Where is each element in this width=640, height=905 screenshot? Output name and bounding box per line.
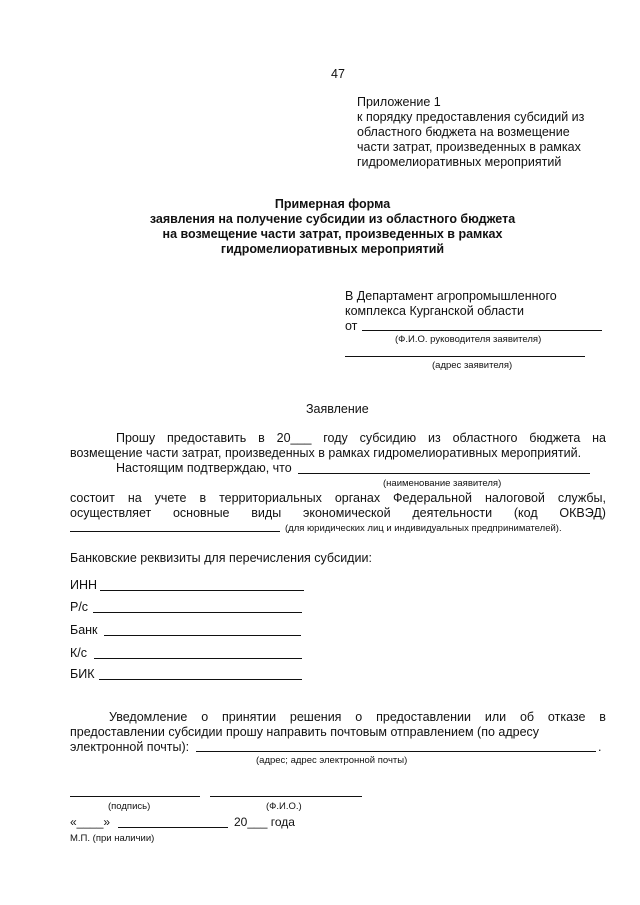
stamp-label: М.П. (при наличии) <box>70 833 155 844</box>
signature-fio-caption: (Ф.И.О.) <box>266 801 302 812</box>
body-line-5 <box>70 506 606 521</box>
word: (код <box>513 506 538 520</box>
word: предоставить <box>167 431 247 445</box>
email-address-caption: (адрес; адрес электронной почты) <box>256 755 408 766</box>
word: ОКВЭД) <box>559 506 606 520</box>
word: на <box>127 491 142 505</box>
from-label: от <box>345 319 358 333</box>
word: экономической <box>302 506 391 520</box>
word: принятии <box>221 710 277 724</box>
word: территориальных <box>219 491 322 505</box>
body-line-4 <box>70 491 606 506</box>
date-day-field[interactable]: «____» <box>70 815 111 829</box>
appendix-line-4: части затрат, произведенных в рамках <box>357 140 581 154</box>
notice-line-3: электронной почты): <box>70 740 190 754</box>
word: деятельности <box>412 506 493 520</box>
word: на <box>592 431 606 445</box>
bik-label: БИК <box>70 667 95 681</box>
address-line[interactable] <box>345 356 585 357</box>
body-line-1 <box>116 431 606 446</box>
fio-caption: (Ф.И.О. руководителя заявителя) <box>395 334 542 345</box>
body-line-2: возмещение части затрат, произведенных в рамках гидромелиоративных мероприятий. <box>70 446 582 460</box>
word: Уведомление <box>109 710 188 724</box>
bik-field[interactable] <box>99 679 302 680</box>
word: в <box>599 710 606 724</box>
body-line-3: Настоящим подтверждаю, что <box>116 461 292 475</box>
notice-line-3-end: . <box>598 740 602 754</box>
date-month-field[interactable] <box>118 827 228 828</box>
word: о <box>201 710 209 724</box>
word: органах <box>334 491 381 505</box>
word: осуществляет <box>70 506 152 520</box>
notice-line-2: предоставлении субсидии прошу направить почтовым отправлением (по адресу <box>70 725 540 739</box>
page-number: 47 <box>331 67 345 81</box>
word: из <box>428 431 441 445</box>
account-label: Р/с <box>70 600 89 614</box>
word: о <box>355 710 363 724</box>
word: об <box>519 710 535 724</box>
signature-field[interactable] <box>70 796 200 797</box>
word: Прошу <box>116 431 156 445</box>
word: бюджета <box>529 431 581 445</box>
word: или <box>484 710 507 724</box>
addressee-line-1: В Департамент агропромышленного <box>345 289 557 303</box>
word: предоставлении <box>376 710 471 724</box>
bank-heading: Банковские реквизиты для перечисления субсидии: <box>70 551 372 565</box>
account-field[interactable] <box>93 612 302 613</box>
appendix-line-3: областного бюджета на возмещение <box>357 125 570 139</box>
corr-account-label: К/с <box>70 646 88 660</box>
bank-label: Банк <box>70 623 98 637</box>
corr-account-field[interactable] <box>94 658 302 659</box>
word: решения <box>289 710 342 724</box>
word: Федеральной <box>393 491 473 505</box>
applicant-name-line[interactable] <box>298 473 590 474</box>
signature-caption: (подпись) <box>108 801 151 812</box>
inn-field[interactable] <box>100 590 304 591</box>
word: субсидию <box>359 431 417 445</box>
word: основные <box>172 506 230 520</box>
email-address-field[interactable] <box>196 751 596 752</box>
word: службы, <box>557 491 606 505</box>
word: налоговой <box>485 491 545 505</box>
notice-line-1 <box>109 710 606 725</box>
word: учете <box>154 491 187 505</box>
from-fio-line[interactable] <box>362 330 602 331</box>
appendix-line-5: гидромелиоративных мероприятий <box>357 155 562 169</box>
word: в <box>199 491 207 505</box>
statement-heading: Заявление <box>306 402 369 416</box>
title-line-3: на возмещение части затрат, произведенных в рамках <box>162 227 503 241</box>
title-line-1: Примерная форма <box>274 197 391 211</box>
date-year: 20___ года <box>234 815 295 829</box>
addressee-line-2: комплекса Курганской области <box>345 304 524 318</box>
appendix-line-2: к порядку предоставления субсидий из <box>357 110 585 124</box>
word: в <box>258 431 265 445</box>
word: году <box>323 431 348 445</box>
appendix-line-1: Приложение 1 <box>357 95 441 109</box>
word: отказе <box>547 710 586 724</box>
applicant-caption: (наименование заявителя) <box>383 478 502 489</box>
word: состоит <box>70 491 115 505</box>
word: виды <box>251 506 282 520</box>
bank-field[interactable] <box>104 635 301 636</box>
okved-caption: (для юридических лиц и индивидуальных предпринимателей). <box>285 523 562 534</box>
okved-line[interactable] <box>70 531 280 532</box>
inn-label: ИНН <box>70 578 98 592</box>
title-line-2: заявления на получение субсидии из областного бюджета <box>149 212 516 226</box>
word: 20___ <box>276 431 312 445</box>
title-line-4: гидромелиоративных мероприятий <box>220 242 445 256</box>
address-caption: (адрес заявителя) <box>432 360 513 371</box>
word: областного <box>452 431 518 445</box>
signature-fio-field[interactable] <box>210 796 362 797</box>
